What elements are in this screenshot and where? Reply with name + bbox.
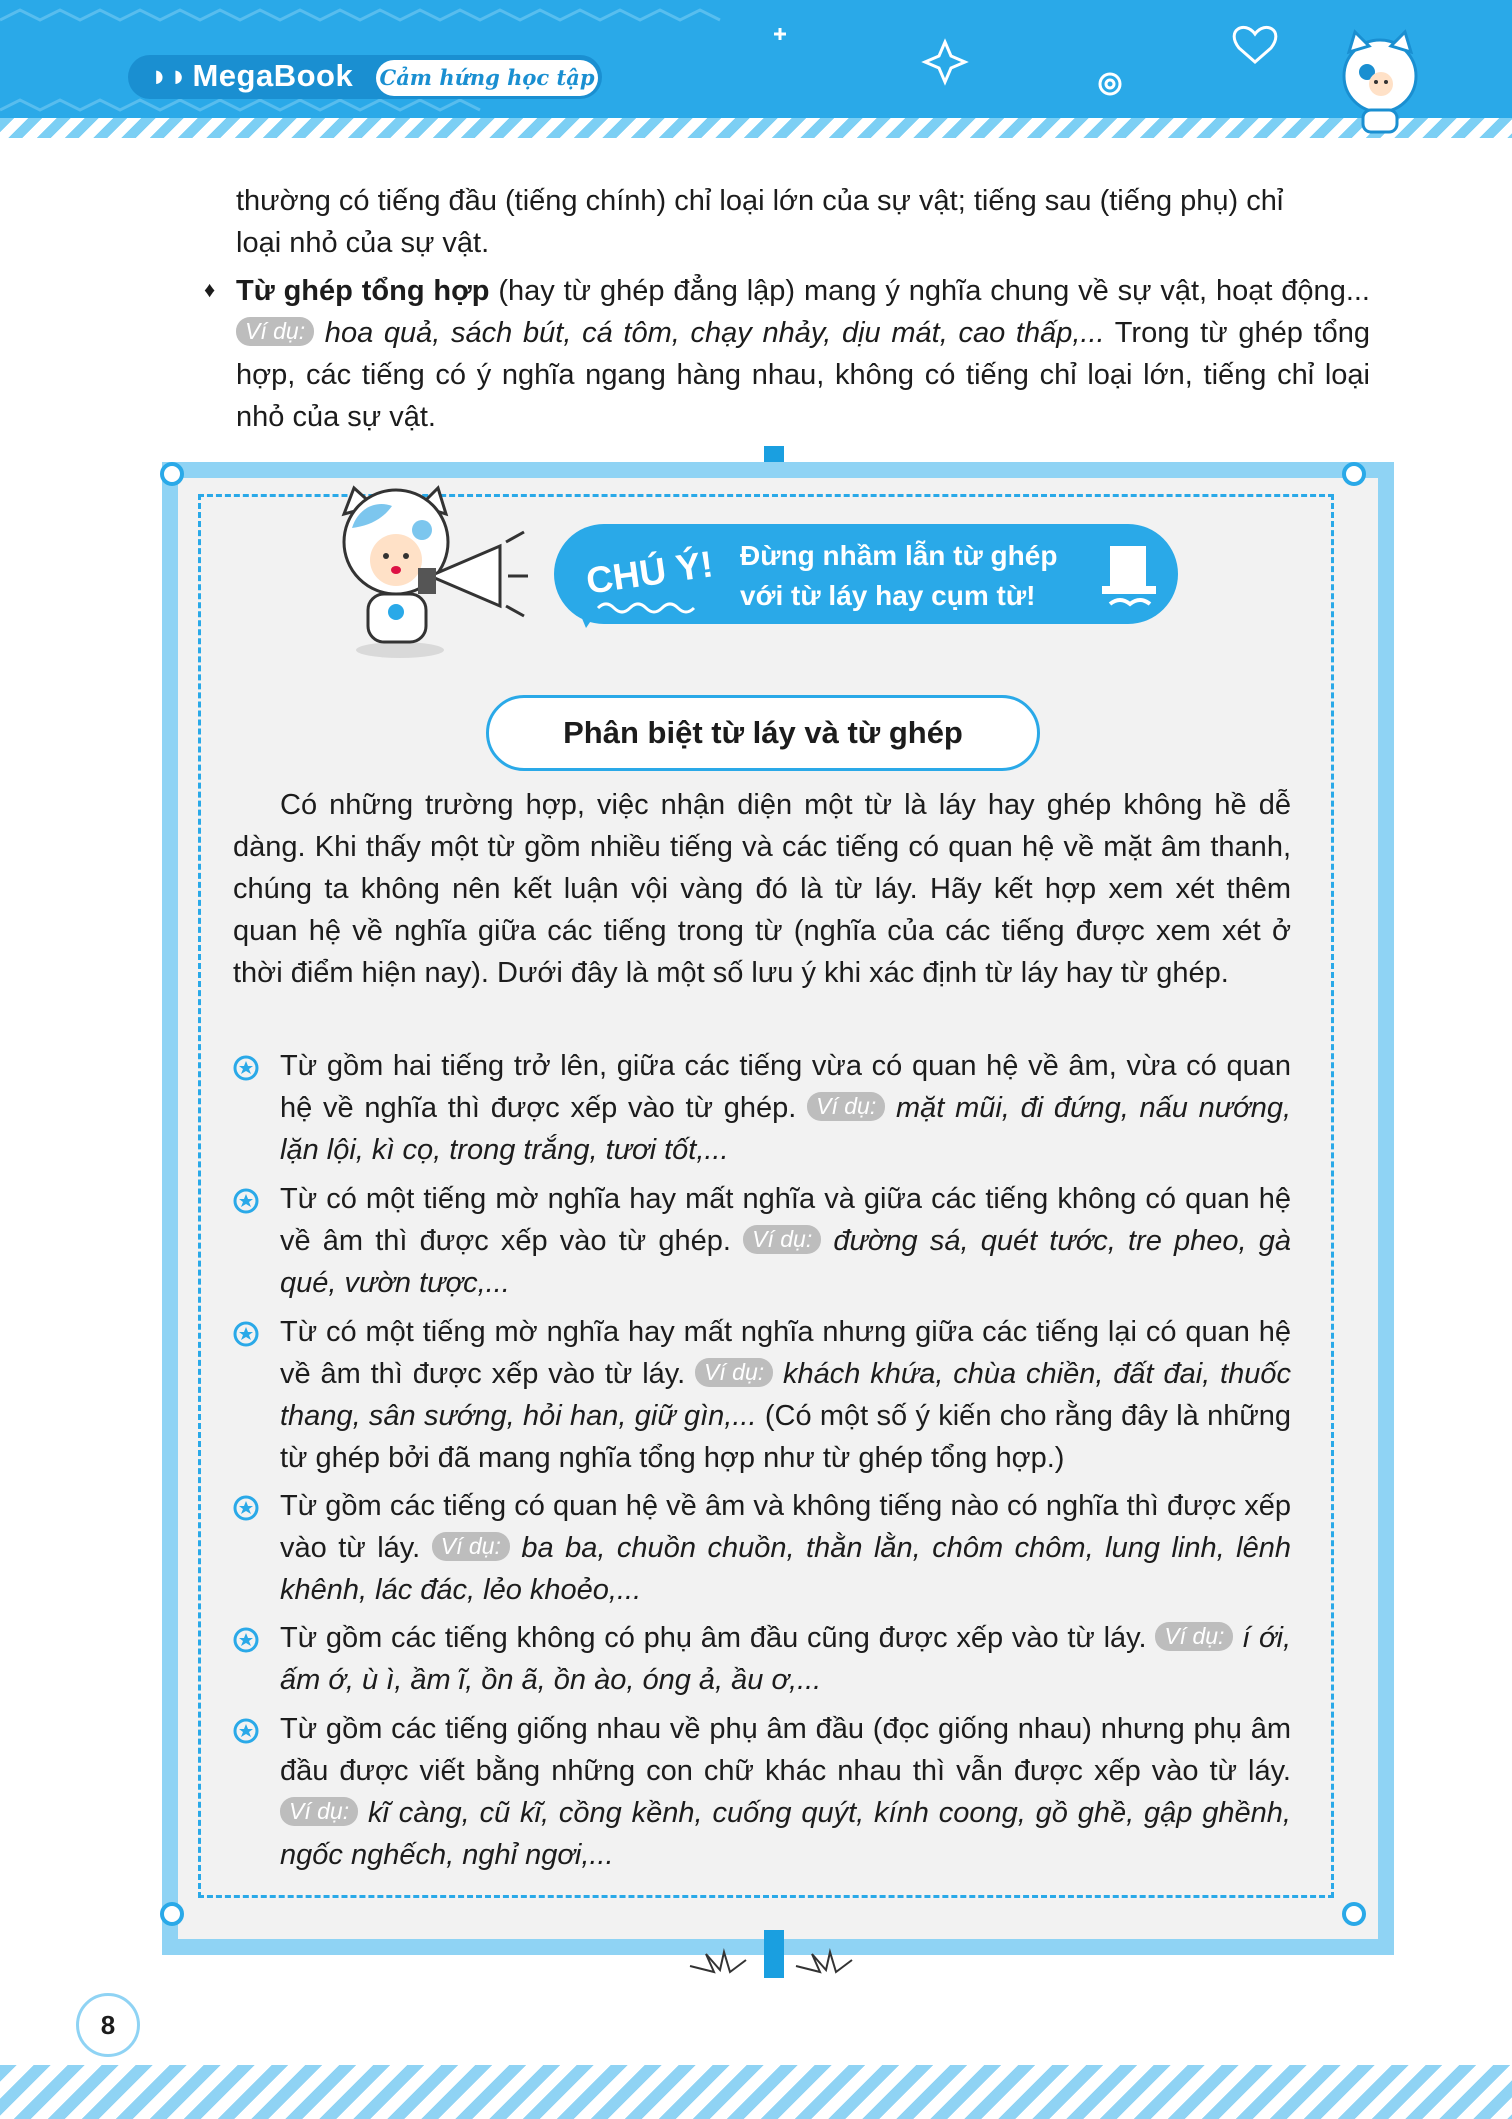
note-item-examples: mặt mũi, đi đứng, nấu nướng, lặn lội, kì cọ, trong trắng, tươi tốt,... (280, 1092, 1292, 1166)
intro-bullet-tail: Trong từ ghép tổng hợp, các tiếng có ý nghĩa ngang hàng nhau, không có tiếng chỉ loại lớn, tiếng chỉ loại nhỏ của sự vật. (236, 317, 1371, 433)
diamond-bullet-icon: ♦ (204, 277, 216, 302)
note-item-text: Từ gồm các tiếng giống nhau về phụ âm đầu (đọc giống nhau) nhưng phụ âm đầu được viết bằng những con chữ khác nhau thì vẫn được xếp vào từ láy. (280, 1713, 1291, 1787)
squiggle-underline (596, 598, 706, 618)
notice-title: CHÚ Ý! (583, 543, 716, 602)
example-label: Ví dụ: (1155, 1622, 1233, 1651)
note-item-examples: ba ba, chuồn chuồn, thằn lằn, chôm chôm, lung linh, lênh khênh, lác đác, lẻo khoẻo,... (280, 1532, 1292, 1606)
example-label: Ví dụ: (280, 1797, 358, 1826)
notice-line-2: với từ láy hay cụm từ! (740, 580, 1036, 611)
note-item-text: Từ có một tiếng mờ nghĩa hay mất nghĩa và giữa các tiếng không có quan hệ về âm thì được xếp vào từ ghép. (280, 1183, 1291, 1257)
star-bullet-icon (233, 1055, 259, 1081)
megabook-logo-icon: ◗◗ (150, 58, 189, 93)
mascot-megaphone-icon (330, 484, 540, 664)
rivet-icon (1342, 1902, 1366, 1926)
rivet-icon (160, 462, 184, 486)
example-label: Ví dụ: (432, 1532, 510, 1561)
intro-line-2: loại nhỏ của sự vật. (236, 227, 490, 259)
note-item-examples: đường sá, quét tước, tre pheo, gà qué, vườn tược,... (280, 1225, 1291, 1299)
note-item-examples: kĩ càng, cũ kĩ, cồng kềnh, cuống quýt, kính coong, gồ ghề, gập ghềnh, ngốc nghếch, nghỉ ngơi,... (280, 1797, 1291, 1871)
intro-bullet-desc: (hay từ ghép đẳng lập) mang ý nghĩa chung về sự vật, hoạt động... (489, 275, 1370, 307)
intro-bullet-text (236, 270, 1370, 438)
note-item (280, 1708, 1291, 1876)
star-bullet-icon (233, 1718, 259, 1744)
note-item-text: Từ gồm các tiếng không có phụ âm đầu cũng được xếp vào từ láy. (280, 1622, 1156, 1654)
note-item-text: Từ có một tiếng mờ nghĩa hay mất nghĩa nhưng giữa các tiếng lại có quan hệ về âm thì được xếp vào từ láy. (280, 1316, 1291, 1390)
note-item (280, 1045, 1291, 1171)
note-item (280, 1617, 1291, 1701)
intro-line-1: thường có tiếng đầu (tiếng chính) chỉ loại lớn của sự vật; tiếng sau (tiếng phụ) chỉ (236, 185, 1284, 217)
sparkle-icon (925, 42, 965, 82)
note-item-text: Từ gồm hai tiếng trở lên, giữa các tiếng vừa có quan hệ về âm, vừa có quan hệ về nghĩa thì được xếp vào từ ghép. (280, 1050, 1291, 1124)
note-item (280, 1178, 1291, 1304)
section-paragraph: Có những trường hợp, việc nhận diện một từ là láy hay ghép không hề dễ dàng. Khi thấy một từ gồm nhiều tiếng và các tiếng có quan hệ về mặt âm thanh, chúng ta không nên kết luận vội vàng đó là từ láy. Hãy kết hợp xem xét thêm quan hệ về nghĩa giữa các tiếng trong từ (nghĩa của các tiếng được xem xét ở thời điểm hiện nay). Dưới đây là một số lưu ý khi xác định từ láy hay từ ghép. (233, 789, 1291, 989)
example-label: Ví dụ: (743, 1225, 821, 1254)
sparkle-icon (774, 28, 786, 40)
rivet-icon (1342, 462, 1366, 486)
notice-text (740, 536, 1100, 616)
page-footer-stripe (0, 2065, 1512, 2119)
term-tu-ghep-tong-hop: Từ ghép tổng hợp (236, 275, 490, 307)
note-item (280, 1485, 1291, 1611)
note-item-examples: khách khứa, chùa chiền, đất đai, thuốc thang, sân sướng, hỏi han, giữ gìn,... (280, 1358, 1291, 1432)
example-label: Ví dụ: (807, 1092, 885, 1121)
note-item-text: Từ gồm các tiếng có quan hệ về âm và không tiếng nào có nghĩa thì được xếp vào từ láy. (280, 1490, 1291, 1564)
heart-icon (1234, 27, 1276, 62)
star-bullet-icon (233, 1188, 259, 1214)
star-bullet-icon (233, 1627, 259, 1653)
header-stripe (0, 118, 1512, 138)
note-item-examples: í ới, ấm ớ, ù ì, ầm ĩ, ồn ã, ồn ào, óng ả, ầu ơ,... (280, 1622, 1292, 1696)
intro-examples: hoa quả, sách bút, cá tôm, chạy nhảy, dịu mát, cao thấp,... (314, 317, 1105, 349)
page-number: 8 (100, 2010, 116, 2040)
notice-line-1: Đừng nhầm lẫn từ ghép (740, 540, 1058, 571)
mascot-avatar-icon (1325, 28, 1435, 138)
note-item (280, 1311, 1291, 1479)
section-title: Phân biệt từ láy và từ ghép (486, 695, 1040, 771)
brand-tagline: Cảm hứng học tập (376, 60, 598, 96)
header-sparkles (760, 14, 1320, 114)
grass-icon (688, 1948, 858, 1984)
note-item-remark: (Có một số ý kiến cho rằng đây là những từ ghép bởi đã mang nghĩa tổng hợp như từ ghép tổng hợp.) (280, 1400, 1291, 1474)
example-label: Ví dụ: (236, 317, 314, 346)
star-bullet-icon (233, 1321, 259, 1347)
brand-name: ◗◗ MegaBook (150, 58, 354, 93)
example-label: Ví dụ: (695, 1358, 773, 1387)
star-bullet-icon (233, 1495, 259, 1521)
rivet-icon (160, 1902, 184, 1926)
hat-icon (1100, 544, 1160, 612)
